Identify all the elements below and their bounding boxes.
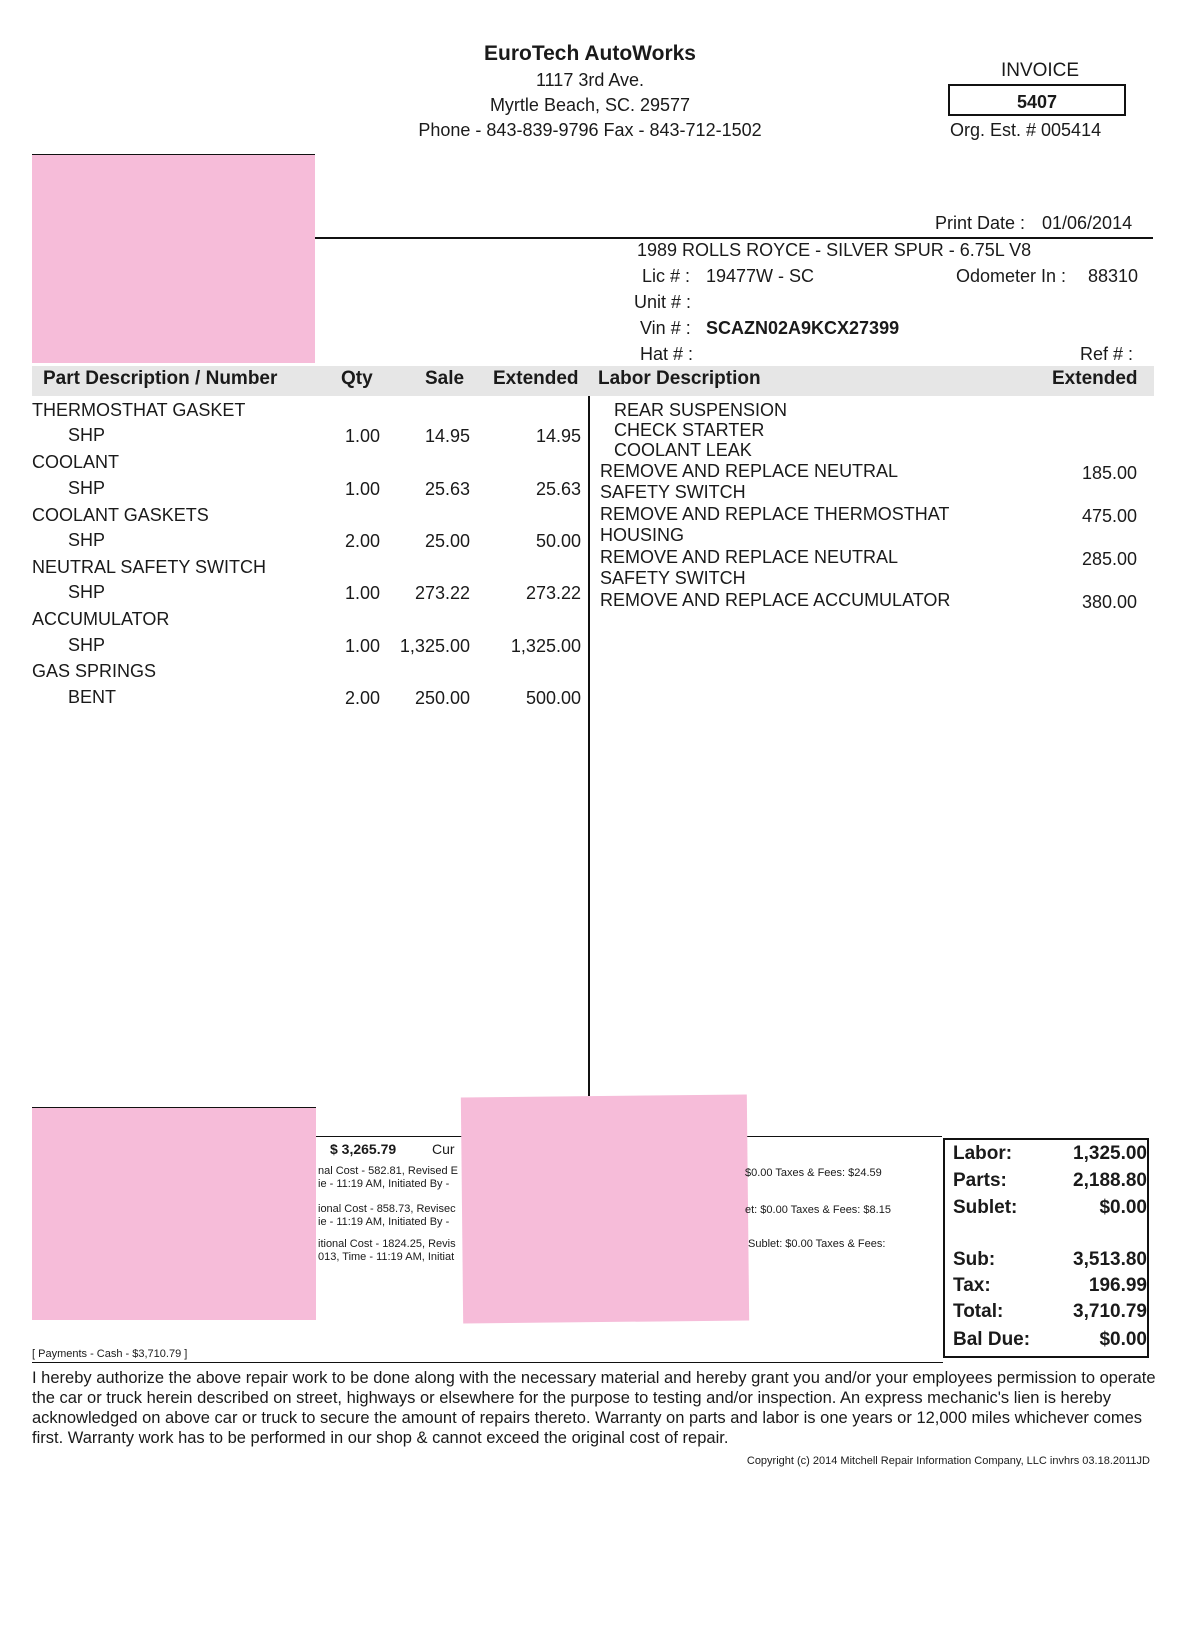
estimate-amount: $ 3,265.79	[330, 1141, 397, 1157]
redacted-fees-block	[461, 1095, 749, 1324]
authorization-text: I hereby authorize the above repair work to be done along with the necessary material and hereby grant you and/or your employees permission to operate the car or truck herein described on street, highways or elsewhere for the purpose to testing and/or inspection. An express mechanic's lien is hereby acknowledged on above car or truck to secure the amount of repairs thereto. Warranty on parts and labor is one years or 12,000 miles whichever comes first. Warranty work has to be performed in our shop & cannot exceed the original cost of repair.	[32, 1369, 1156, 1447]
part-number: SHP	[68, 425, 106, 445]
part-qty: 1.00	[344, 479, 380, 499]
lic-label: Lic # :	[642, 266, 691, 286]
part-qty: 1.00	[344, 426, 380, 446]
estimate-line: ie - 11:19 AM, Initiated By -	[318, 1216, 450, 1228]
shop-contact: Phone - 843-839-9796 Fax - 843-712-1502	[418, 120, 762, 140]
part-number: SHP	[68, 635, 106, 655]
labor-header: Labor Description	[598, 368, 761, 389]
column-divider	[588, 396, 590, 1096]
vehicle-description: 1989 ROLLS ROYCE - SILVER SPUR - 6.75L V8	[637, 240, 1032, 260]
balance-due: $0.00	[1099, 1329, 1147, 1350]
part-extended: 273.22	[525, 583, 581, 603]
labor-line: REMOVE AND REPLACE NEUTRAL	[600, 547, 899, 567]
part-number: SHP	[68, 582, 106, 602]
estimate-line: 013, Time - 11:19 AM, Initiat	[318, 1251, 455, 1263]
vin-label: Vin # :	[640, 318, 691, 338]
estimate-line: nal Cost - 582.81, Revised E	[318, 1165, 459, 1177]
part-qty: 2.00	[344, 688, 380, 708]
part-extended: 500.00	[525, 688, 581, 708]
odometer-value: 88310	[1088, 266, 1139, 286]
sale-header: Sale	[425, 368, 465, 389]
part-name: GAS SPRINGS	[32, 661, 157, 681]
subtotal-label: Sub:	[953, 1249, 996, 1270]
fees-line: et: $0.00 Taxes & Fees: $8.15	[745, 1204, 891, 1216]
vin-value: SCAZN02A9KCX27399	[706, 318, 900, 338]
print-date: 01/06/2014	[1042, 213, 1133, 233]
ref-label: Ref # :	[1080, 344, 1134, 364]
tax: 196.99	[1088, 1275, 1147, 1296]
labor-extended-header: Extended	[1052, 368, 1138, 389]
part-sale: 250.00	[414, 688, 470, 708]
payments-line: [ Payments - Cash - $3,710.79 ]	[32, 1348, 188, 1360]
shop-address: 1117 3rd Ave.	[535, 70, 645, 90]
part-name: ACCUMULATOR	[32, 609, 170, 629]
invoice-number: 5407	[948, 84, 1126, 116]
part-sale: 25.63	[424, 479, 470, 499]
labor-line: REMOVE AND REPLACE NEUTRAL	[600, 461, 899, 481]
labor-total-label: Labor:	[953, 1143, 1013, 1164]
grand-total-label: Total:	[953, 1301, 1004, 1322]
lic-value: 19477W - SC	[706, 266, 815, 286]
customer-top-rule	[32, 154, 315, 155]
part-qty: 1.00	[344, 583, 380, 603]
qty-header: Qty	[341, 368, 373, 389]
part-extended: 25.63	[535, 479, 581, 499]
balance-due-label: Bal Due:	[953, 1329, 1031, 1350]
sublet-total-label: Sublet:	[953, 1197, 1018, 1218]
concern-line: CHECK STARTER	[614, 420, 765, 440]
vehicle-rule	[315, 237, 1153, 239]
labor-amount: 380.00	[1081, 592, 1137, 612]
parts-total: 2,188.80	[1073, 1170, 1147, 1191]
unit-label: Unit # :	[634, 292, 692, 312]
labor-amount: 185.00	[1081, 463, 1137, 483]
labor-line: REMOVE AND REPLACE THERMOSTHAT	[600, 504, 950, 524]
part-name: NEUTRAL SAFETY SWITCH	[32, 557, 267, 577]
part-name: THERMOSTHAT GASKET	[32, 400, 246, 420]
concern-line: REAR SUSPENSION	[614, 400, 788, 420]
labor-total: 1,325.00	[1073, 1143, 1147, 1164]
part-number: BENT	[68, 687, 117, 707]
part-sale: 1,325.00	[399, 636, 470, 656]
part-sale: 273.22	[414, 583, 470, 603]
org-estimate: Org. Est. # 005414	[950, 120, 1102, 140]
part-extended: 50.00	[535, 531, 581, 551]
estimate-line: itional Cost - 1824.25, Revis	[318, 1238, 456, 1250]
hat-label: Hat # :	[640, 344, 694, 364]
invoice-label: INVOICE	[1000, 60, 1080, 81]
extended-header: Extended	[493, 368, 579, 389]
part-extended: 14.95	[535, 426, 581, 446]
estimate-line: ional Cost - 858.73, Revisec	[318, 1203, 456, 1215]
labor-line: HOUSING	[600, 525, 685, 545]
payments-rule	[32, 1362, 943, 1363]
part-qty: 2.00	[344, 531, 380, 551]
part-header: Part Description / Number	[43, 368, 278, 389]
redacted-estimate-block	[32, 1108, 316, 1320]
part-number: SHP	[68, 530, 106, 550]
part-sale: 14.95	[424, 426, 470, 446]
labor-line: SAFETY SWITCH	[600, 568, 746, 588]
redacted-customer-block	[32, 155, 315, 363]
print-date-label: Print Date :	[935, 213, 1026, 233]
odometer-label: Odometer In :	[956, 266, 1067, 286]
grand-total: 3,710.79	[1073, 1301, 1147, 1322]
copyright: Copyright (c) 2014 Mitchell Repair Information Company, LLC invhrs 03.18.2011JD	[746, 1455, 1150, 1467]
labor-line: REMOVE AND REPLACE ACCUMULATOR	[600, 590, 951, 610]
part-extended: 1,325.00	[510, 636, 581, 656]
redaction-top-rule	[32, 1107, 316, 1108]
shop-city: Myrtle Beach, SC. 29577	[489, 95, 691, 115]
part-name: COOLANT	[32, 452, 120, 472]
parts-total-label: Parts:	[953, 1170, 1007, 1191]
part-qty: 1.00	[344, 636, 380, 656]
part-number: SHP	[68, 478, 106, 498]
fees-line: $0.00 Taxes & Fees: $24.59	[745, 1167, 882, 1179]
estimate-line: ie - 11:19 AM, Initiated By -	[318, 1178, 450, 1190]
fees-line: Sublet: $0.00 Taxes & Fees:	[748, 1238, 886, 1250]
estimate-cur-label: Cur	[432, 1141, 455, 1157]
labor-amount: 475.00	[1081, 506, 1137, 526]
tax-label: Tax:	[953, 1275, 991, 1296]
subtotal: 3,513.80	[1073, 1249, 1147, 1270]
part-sale: 25.00	[424, 531, 470, 551]
shop-name: EuroTech AutoWorks	[484, 42, 696, 65]
sublet-total: $0.00	[1099, 1197, 1147, 1218]
labor-amount: 285.00	[1081, 549, 1137, 569]
concern-line: COOLANT LEAK	[614, 440, 752, 460]
part-name: COOLANT GASKETS	[32, 505, 209, 525]
labor-line: SAFETY SWITCH	[600, 482, 746, 502]
